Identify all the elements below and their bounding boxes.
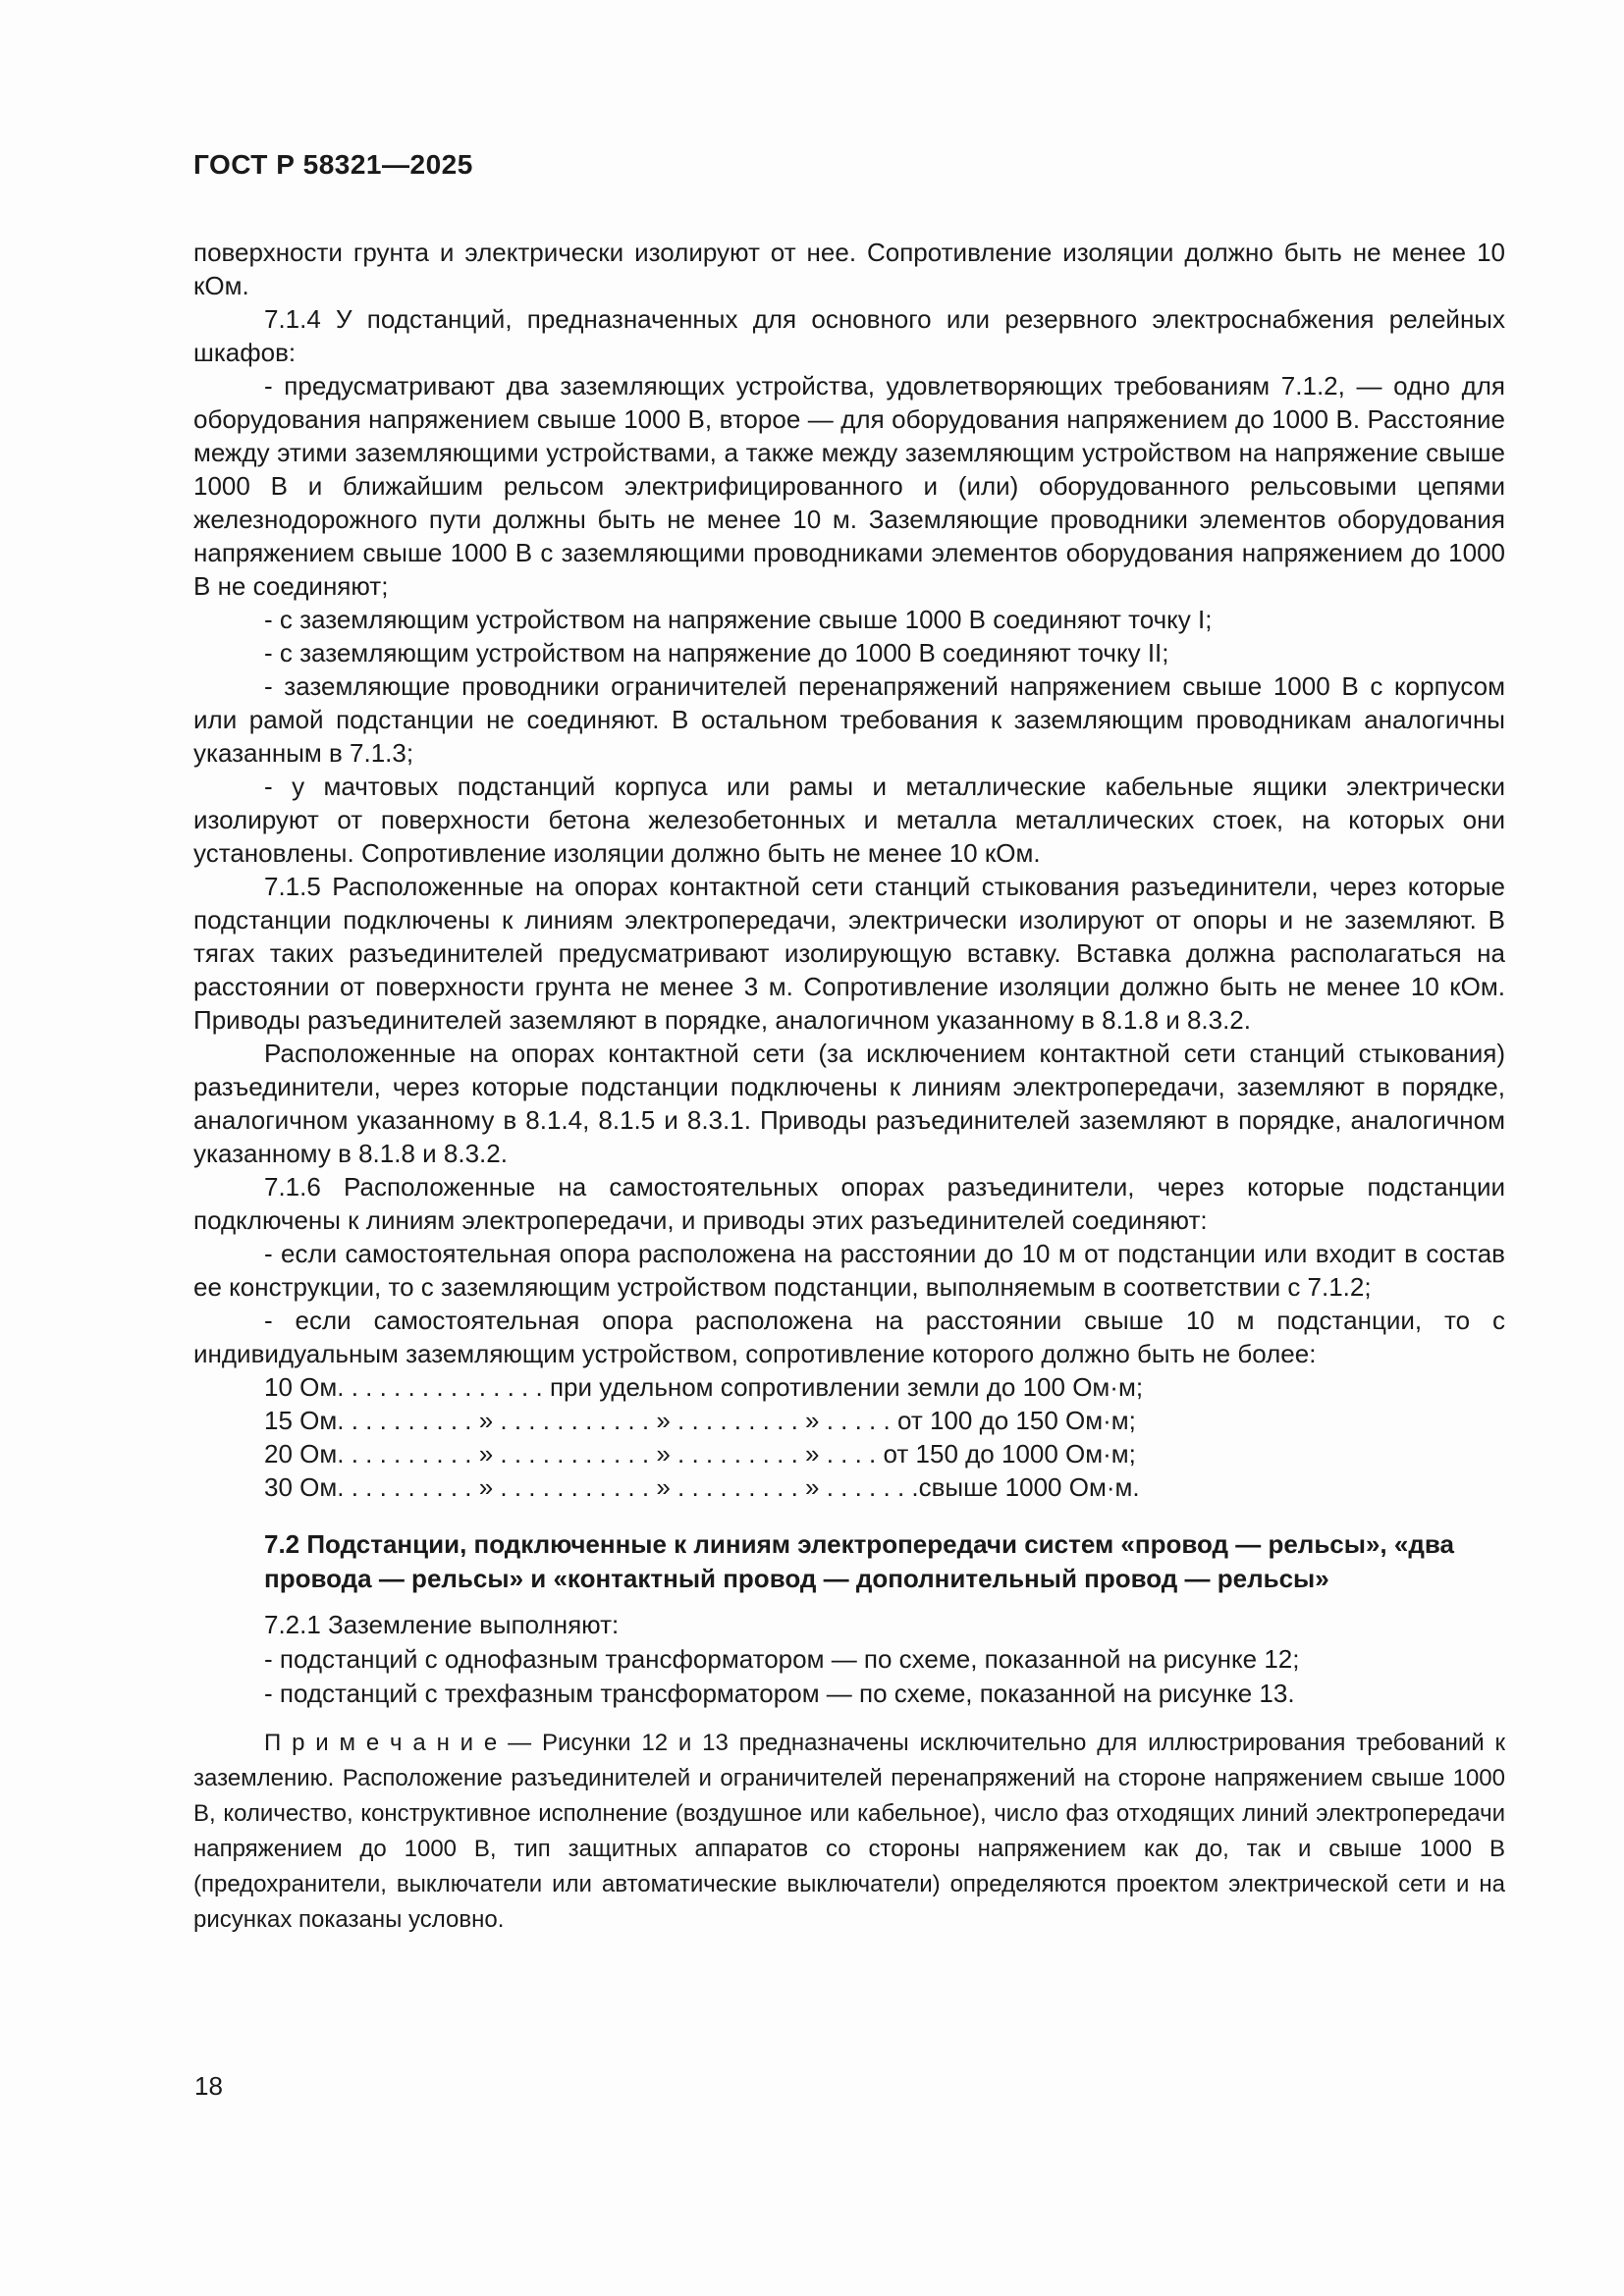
section-7-2-heading: 7.2 Подстанции, подключенные к линиям электропередачи систем «провод — рельсы», «два провода — рельсы» и «контактный провод — дополнительный провод — рельсы» (264, 1529, 1454, 1593)
resistance-list-item: 30 Ом. . . . . . . . . . » . . . . . . . . . . . » . . . . . . . . . » . . . . . . .свыше 1000 Ом·м. (264, 1472, 1140, 1502)
paragraph: - заземляющие проводники ограничителей перенапряжений напряжением свыше 1000 В с корпусом или рамой подстанции не соединяют. В остальном требования к заземляющим проводникам аналогичны указанным в 7.1.3; (193, 671, 1505, 768)
body-text (193, 236, 1505, 1938)
resistance-list-item: 20 Ом. . . . . . . . . . » . . . . . . . . . . . » . . . . . . . . . » . . . . от 150 до 1000 Ом·м; (264, 1439, 1136, 1468)
text-block (193, 149, 1505, 1938)
sub-clause-line: - подстанций с однофазным трансформатором — по схеме, показанной на рисунке 12; (264, 1644, 1300, 1674)
resistance-list-item: 10 Ом. . . . . . . . . . . . . . . при удельном сопротивлении земли до 100 Ом·м; (264, 1372, 1144, 1402)
page-number: 18 (194, 2071, 223, 2101)
paragraph: 7.1.4 У подстанций, предназначенных для основного или резервного электроснабжения релейных шкафов: (193, 304, 1505, 367)
paragraph: 7.1.6 Расположенные на самостоятельных опорах разъединители, через которые подстанции подключены к линиям электропередачи, и приводы этих разъединителей соединяют: (193, 1172, 1505, 1235)
paragraph: Расположенные на опорах контактной сети (за исключением контактной сети станций стыкования) разъединители, через которые подстанции подключены к линиям электропередачи, заземляют в порядке, аналогичном указанному в 8.1.4, 8.1.5 и 8.3.1. Приводы разъединителей заземляют в порядке, аналогичном указанному в 8.1.8 и 8.3.2. (193, 1039, 1505, 1168)
standard-code-header: ГОСТ Р 58321—2025 (193, 149, 473, 180)
paragraph: - с заземляющим устройством на напряжение до 1000 В соединяют точку II; (264, 638, 1169, 667)
paragraph: 7.1.5 Расположенные на опорах контактной сети станций стыкования разъединители, через которые подстанции подключены к линиям электропередачи, электрически изолируют от опоры и не заземляют. В тягах таких разъединителей предусматривают изолирующую вставку. Вставка должна располагаться на расстоянии от поверхности грунта не менее 3 м. Сопротивление изоляции должно быть не менее 10 кОм. Приводы разъединителей заземляют в порядке, аналогичном указанному в 8.1.8 и 8.3.2. (193, 872, 1505, 1035)
resistance-list-item: 15 Ом. . . . . . . . . . » . . . . . . . . . . . » . . . . . . . . . » . . . . . от 100 до 150 Ом·м; (264, 1406, 1136, 1435)
paragraph: - если самостоятельная опора расположена на расстоянии свыше 10 м подстанции, то с индивидуальным заземляющим устройством, сопротивление которого должно быть не более: (193, 1306, 1505, 1368)
paragraph: - с заземляющим устройством на напряжение свыше 1000 В соединяют точку I; (264, 605, 1213, 634)
section-7-2-1-block (264, 1608, 1505, 1711)
note-paragraph: П р и м е ч а н и е — Рисунки 12 и 13 предназначены исключительно для иллюстрирования требований к заземлению. Расположение разъединителей и ограничителей перенапряжений на стороне напряжением свыше 1000 В, количество, конструктивное исполнение (воздушное или кабельное), число фаз отходящих линий электропередачи напряжением до 1000 В, тип защитных аппаратов со стороны напряжением как до, так и свыше 1000 В (предохранители, выключатели или автоматические выключатели) определяются проектом электрической сети и на рисунках показаны условно. (193, 1730, 1505, 1933)
paragraph: - у мачтовых подстанций корпуса или рамы и металлические кабельные ящики электрически изолируют от поверхности бетона железобетонных и металла металлических стоек, на которых они установлены. Сопротивление изоляции должно быть не менее 10 кОм. (193, 772, 1505, 868)
paragraph: - предусматривают два заземляющих устройства, удовлетворяющих требованиям 7.1.2, — одно для оборудования напряжением свыше 1000 В, второе — для оборудования напряжением до 1000 В. Расстояние между этими заземляющими устройствами, а также между заземляющим устройством на напряжение свыше 1000 В и ближайшим рельсом электрифицированного и (или) оборудованного рельсовыми цепями железнодорожного пути должны быть не менее 10 м. Заземляющие проводники элементов оборудования напряжением свыше 1000 В с заземляющими проводниками элементов оборудования напряжением до 1000 В не соединяют; (193, 371, 1505, 601)
resistance-leader-list (193, 1370, 1505, 1504)
paragraph: поверхности грунта и электрически изолируют от нее. Сопротивление изоляции должно быть не менее 10 кОм. (193, 238, 1505, 300)
paragraph: - если самостоятельная опора расположена на расстоянии до 10 м от подстанции или входит в состав ее конструкции, то с заземляющим устройством подстанции, выполняемым в соответствии с 7.1.2; (193, 1239, 1505, 1302)
sub-clause-line: 7.2.1 Заземление выполняют: (264, 1610, 620, 1639)
sub-clause-line: - подстанций с трехфазным трансформатором — по схеме, показанной на рисунке 13. (264, 1679, 1295, 1708)
